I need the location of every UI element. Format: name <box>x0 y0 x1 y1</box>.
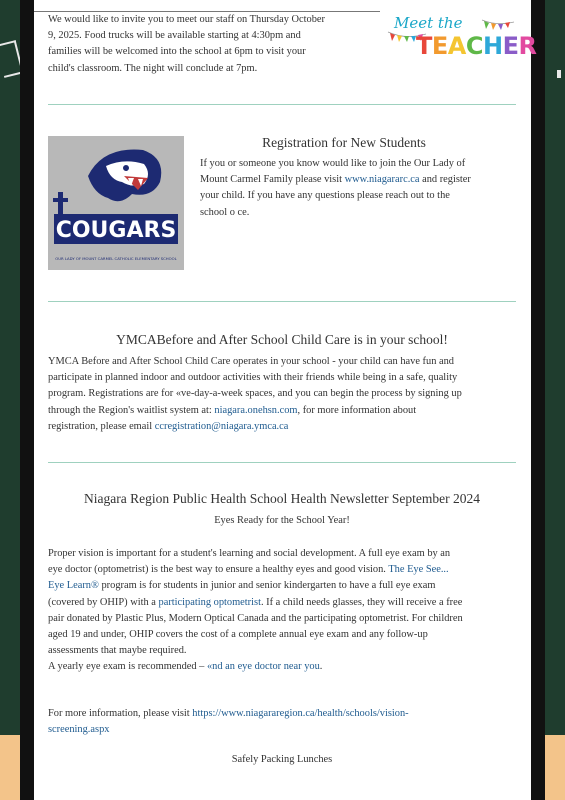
health-paragraph <box>48 546 530 676</box>
registration-paragraph <box>200 156 520 221</box>
niagararc-link[interactable]: www.niagararc.ca <box>344 174 420 186</box>
health-subtitle: Eyes Ready for the School Year! <box>214 515 350 526</box>
health-line: Proper vision is important for a student's learning and social development. A full eye exam by an <box>48 548 451 559</box>
cougars-wordmark: COUGARS <box>55 218 177 243</box>
registration-line: school o ce. <box>200 206 250 218</box>
optometrist-link[interactable]: participating optometrist <box>158 596 261 608</box>
registration-line: your child. If you have any questions please reach out to the <box>200 190 450 202</box>
right-background <box>545 0 565 800</box>
teacher-letter: H <box>482 32 503 60</box>
cougar-mascot-icon <box>48 136 184 270</box>
right-floor-strip <box>545 735 565 800</box>
find-eye-doctor-link[interactable]: «nd an eye doctor near you <box>206 661 320 673</box>
newsletter-content <box>34 0 537 800</box>
eye-learn-link[interactable]: Eye Learn® <box>48 580 99 592</box>
teacher-letter: T <box>416 32 432 60</box>
section-divider <box>48 301 516 302</box>
ymca-line: YMCA Before and After School Child Care operates in your school - your child can have fun and <box>48 356 454 367</box>
ymca-line: participate in planned indoor and outdoor activities with their friends while being in a safe, quality <box>48 372 458 384</box>
logo-caption: OUR LADY OF MOUNT CARMEL CATHOLIC ELEMENTARY SCHOOL <box>55 256 177 261</box>
teacher-letter: A <box>447 32 466 60</box>
ymca-line: program. Registrations are for «ve-day-a-week spaces, and you can begin the process by signing up <box>48 388 462 400</box>
section-divider <box>48 104 516 105</box>
intro-line: We would like to invite you to meet our staff on Thursday October <box>48 14 325 25</box>
more-info-line: For more information, please visit https://www.niagararegion.ca/health/schools/vision- <box>48 708 409 719</box>
registration-line: Mount Carmel Family please visit www.niagararc.ca and register <box>200 174 471 186</box>
right-border <box>531 0 545 800</box>
ymca-line: through the Region's waitlist system at: niagara.onehsn.com, for more information about <box>48 404 417 416</box>
ymca-email-link[interactable]: ccregistration@niagara.ymca.ca <box>154 420 289 432</box>
meet-the-teacher-graphic <box>386 14 537 66</box>
intro-line: families will be welcomed into the school at 6pm to visit your <box>48 46 306 58</box>
health-line: pair donated by Plastic Plus, Modern Optical Canada and the participating optometrist. For children <box>48 612 463 624</box>
more-info-line <box>48 722 530 738</box>
ymca-paragraph <box>48 354 528 435</box>
lunches-title: Safely Packing Lunches <box>231 754 333 765</box>
intro-line: child's classroom. The night will conclude at 7pm. <box>48 62 258 74</box>
teacher-letter: C <box>465 32 483 60</box>
registration-line: If you or someone you know would like to join the Our Lady of <box>200 158 466 169</box>
health-line: aged 19 and under, OHIP covers the cost of a complete annual eye exam and any follow-up <box>48 629 428 641</box>
teacher-letter: R <box>518 32 537 60</box>
health-line: Eye Learn® program is for students in junior and senior kindergarten to have a full eye exam <box>48 580 436 592</box>
more-info-paragraph <box>48 706 530 738</box>
ymca-line: registration, please email ccregistration@niagara.ymca.ca <box>48 420 289 432</box>
ymca-title: YMCABefore and After School Child Care is in your school! <box>116 332 448 347</box>
left-floor-strip <box>0 735 20 800</box>
registration-title: Registration for New Students <box>262 135 426 150</box>
meet-the-script: Meet the <box>394 14 463 32</box>
left-border <box>20 0 34 800</box>
cougars-logo <box>48 136 184 270</box>
health-title: Niagara Region Public Health School Health Newsletter September 2024 <box>84 491 480 506</box>
chalk-mark <box>557 70 561 78</box>
eye-see-link[interactable]: The Eye See... <box>388 564 449 576</box>
teacher-word <box>416 32 536 60</box>
health-line: assessments that maybe required. <box>48 645 187 657</box>
intro-line: 9, 2025. Food trucks will be available starting at 4:30pm and <box>48 30 301 42</box>
intro-paragraph <box>48 12 378 77</box>
left-background <box>0 0 20 800</box>
teacher-letter: E <box>431 32 448 60</box>
teacher-letter: E <box>502 32 519 60</box>
health-line: eye doctor (optometrist) is the best way to ensure a healthy eyes and good vision. The Eye See... <box>48 564 449 576</box>
vision-screening-link-cont[interactable]: screening.aspx <box>48 724 110 736</box>
section-divider <box>48 462 516 463</box>
onehsn-link[interactable]: niagara.onehsn.com <box>214 404 298 416</box>
health-line: A yearly eye exam is recommended – «nd an eye doctor near you. <box>48 661 323 673</box>
vision-screening-link[interactable]: https://www.niagararegion.ca/health/schools/vision- <box>192 708 409 719</box>
health-line: (covered by OHIP) with a participating optometrist. If a child needs glasses, they will receive a free <box>48 596 463 608</box>
